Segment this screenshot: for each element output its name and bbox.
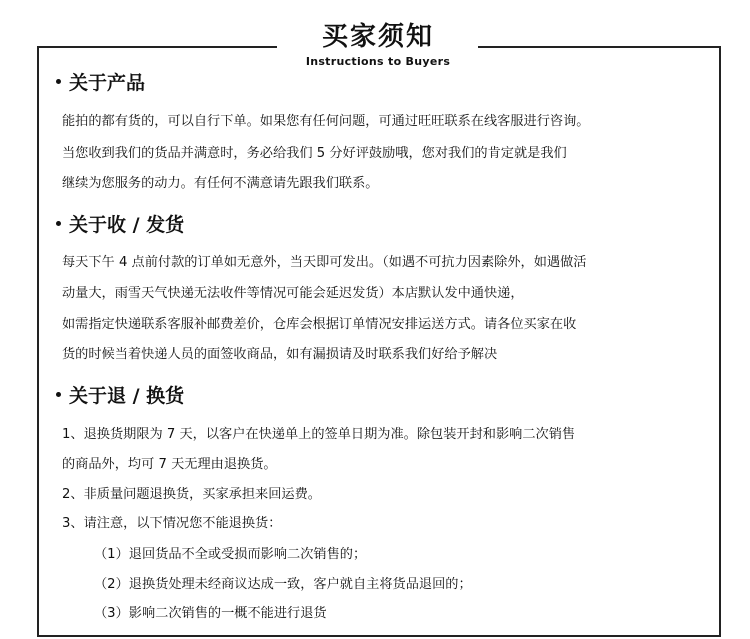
section-heading-returns: 关于退 / 换货 <box>56 383 184 409</box>
paragraph-line: 能拍的都有货的，可以自行下单。如果您有任何问题，可通过旺旺联系在线客服进行咨询。 <box>62 114 590 129</box>
sub-list-item: （3）影响二次销售的一概不能进行退货 <box>94 606 327 621</box>
sub-list-item: （1）退回货品不全或受损而影响二次销售的； <box>94 547 367 562</box>
list-item: 的商品外，均可 7 天无理由退换货。 <box>62 457 277 472</box>
bullet-icon <box>56 79 61 84</box>
list-item: 3、请注意，以下情况您不能退换货： <box>62 516 282 531</box>
sub-list-item: （2）退换货处理未经商议达成一致，客户就自主将货品退回的； <box>94 577 472 592</box>
section-heading-shipping: 关于收 / 发货 <box>56 212 184 238</box>
bullet-icon <box>56 392 61 397</box>
bullet-icon <box>56 221 61 226</box>
list-item: 1、退换货期限为 7 天，以客户在快递单上的签单日期为准。除包装开封和影响二次销售 <box>62 427 576 442</box>
paragraph-line: 如需指定快递联系客服补邮费差价，仓库会根据订单情况安排运送方式。请各位买家在收 <box>62 317 577 332</box>
page-subtitle: Instructions to Buyers <box>305 55 451 68</box>
list-item: 2、非质量问题退换货，买家承担来回运费。 <box>62 487 321 502</box>
paragraph-line: 每天下午 4 点前付款的订单如无意外，当天即可发出。（如遇不可抗力因素除外，如遇做活 <box>62 255 587 270</box>
section-heading-product: 关于产品 <box>56 70 145 96</box>
paragraph-line: 当您收到我们的货品并满意时，务必给我们 5 分好评鼓励哦，您对我们的肯定就是我们 <box>62 146 567 161</box>
paragraph-line: 动量大，雨雪天气快递无法收件等情况可能会延迟发货）本店默认发中通快递， <box>62 286 524 301</box>
paragraph-line: 继续为您服务的动力。有任何不满意请先跟我们联系。 <box>62 176 379 191</box>
paragraph-line: 货的时候当着快递人员的面签收商品，如有漏损请及时联系我们好给予解决 <box>62 347 498 362</box>
page-title: 买家须知 <box>321 22 434 52</box>
